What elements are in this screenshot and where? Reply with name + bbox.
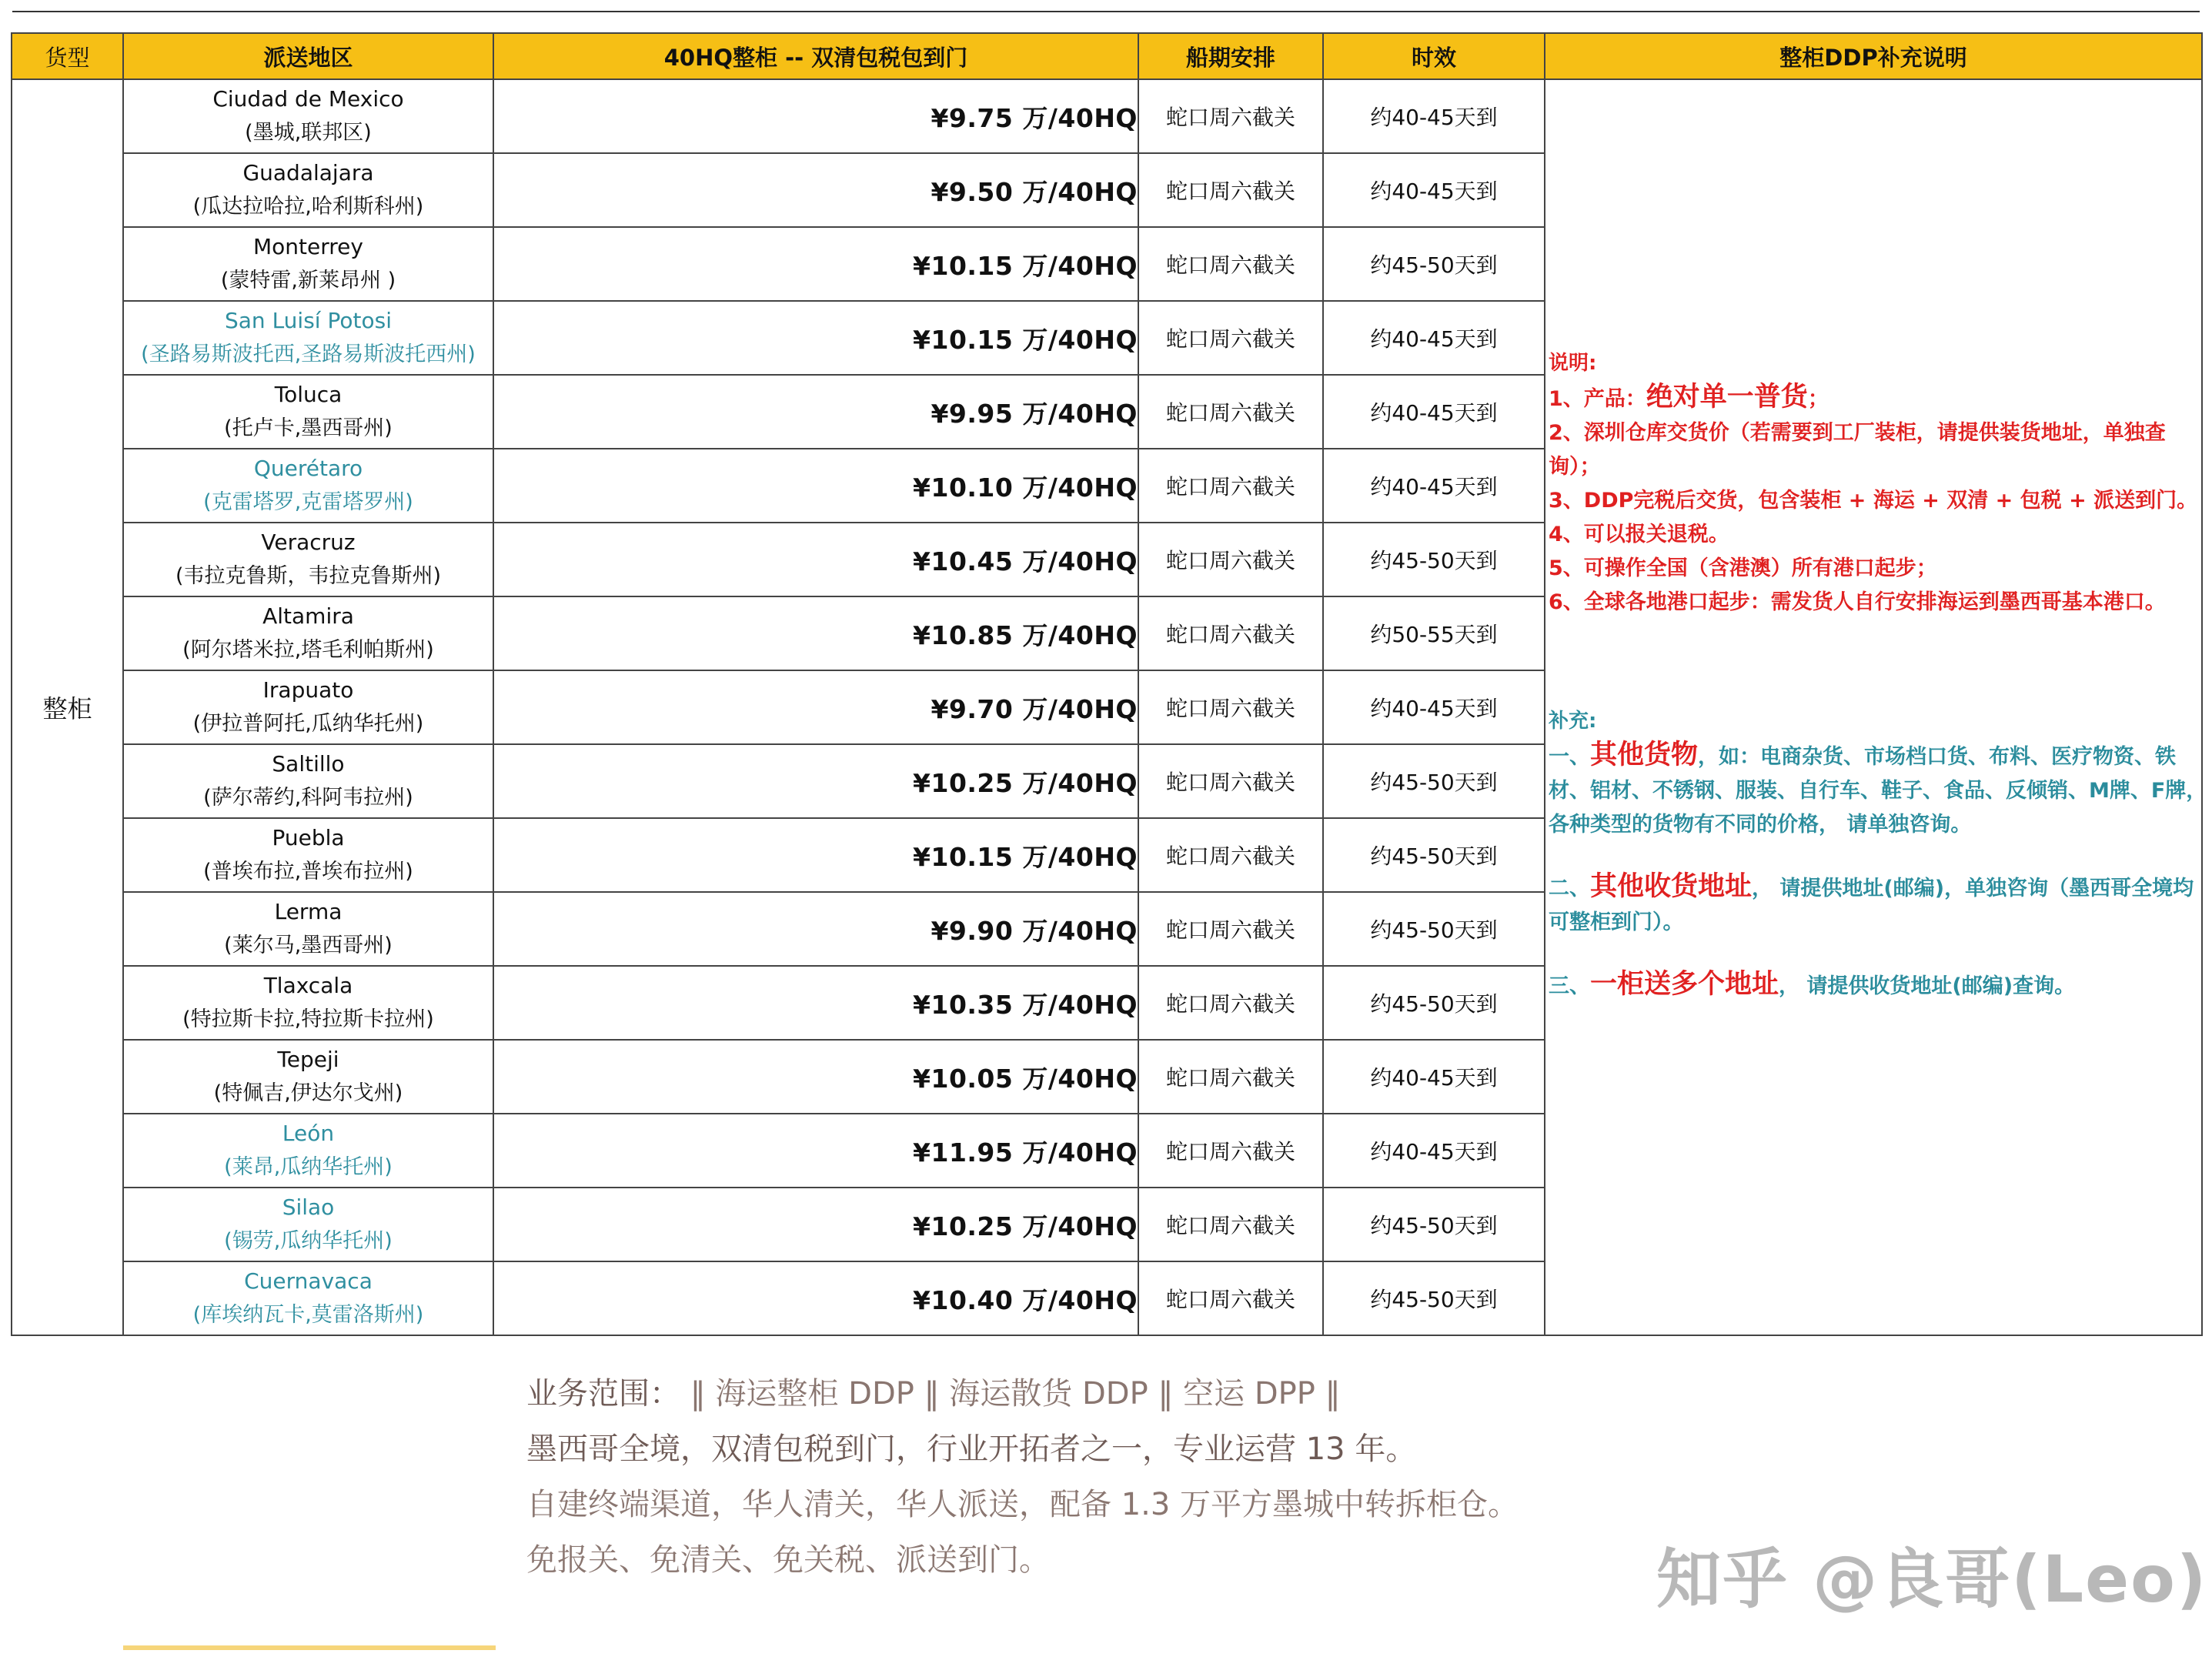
price-cell: ¥10.25 万/40HQ (493, 744, 1138, 818)
note-item-1 (1549, 380, 2210, 416)
price-cell: ¥10.15 万/40HQ (493, 227, 1138, 301)
region-cell (123, 301, 493, 375)
region-cell (123, 670, 493, 744)
cargo-type-cell: 整柜 (12, 79, 123, 1335)
transit-time-cell: 约45-50天到 (1323, 966, 1545, 1040)
region-name-cn: (库埃纳瓦卡,莫雷洛斯州) (192, 1303, 424, 1327)
shipping-rate-table (11, 32, 2207, 1336)
city-name: Irapuato (262, 677, 354, 703)
price-cell: ¥9.95 万/40HQ (493, 375, 1138, 449)
city-name: Silao (282, 1194, 335, 1220)
schedule-cell: 蛇口周六截关 (1138, 596, 1323, 670)
schedule-cell: 蛇口周六截关 (1138, 818, 1323, 892)
price-cell: ¥9.50 万/40HQ (493, 153, 1138, 227)
region-cell (123, 596, 493, 670)
schedule-cell: 蛇口周六截关 (1138, 670, 1323, 744)
price-cell: ¥10.15 万/40HQ (493, 301, 1138, 375)
region-name-cn: (克雷塔罗,克雷塔罗州) (203, 490, 413, 514)
table-header-row (12, 33, 2202, 79)
header-cargo-type: 货型 (12, 33, 123, 79)
header-price: 40HQ整柜 -- 双清包税包到门 (493, 33, 1138, 79)
region-name-cn: (锡劳,瓜纳华托州) (224, 1229, 393, 1253)
city-name: Puebla (272, 825, 345, 850)
city-name: Cuernavaca (244, 1268, 373, 1294)
zhihu-watermark: 知乎 @良哥(Leo) (1656, 1542, 2208, 1617)
supp-2-emphasis: 其他收货地址 (1590, 871, 1753, 902)
transit-time-cell: 约45-50天到 (1323, 1188, 1545, 1261)
region-name-cn: (伊拉普阿托,瓜纳华托州) (192, 712, 424, 736)
price-cell: ¥10.85 万/40HQ (493, 596, 1138, 670)
footer-line-3: 自建终端渠道，华人清关，华人派送，配备 1.3 万平方墨城中转拆柜仓。 (526, 1487, 1519, 1522)
schedule-cell: 蛇口周六截关 (1138, 1261, 1323, 1335)
price-cell: ¥9.70 万/40HQ (493, 670, 1138, 744)
region-cell (123, 1188, 493, 1261)
note-item-6: 6、全球各地港口起步：需发货人自行安排海运到墨西哥基本港口。 (1549, 590, 2166, 614)
supplement-item-3 (1549, 967, 2210, 1004)
region-name-cn: (墨城,联邦区) (245, 121, 372, 145)
business-scope-footer (526, 1366, 1519, 1588)
supp-2-prefix: 二、 (1549, 877, 1590, 900)
supp-3-emphasis: 一柜送多个地址 (1590, 969, 1779, 1000)
price-cell: ¥10.15 万/40HQ (493, 818, 1138, 892)
supp-2-text: ， 请提供地址(邮编)，单独咨询（墨西哥全境均可整柜到门）。 (1549, 877, 2194, 934)
region-cell (123, 227, 493, 301)
transit-time-cell: 约45-50天到 (1323, 1261, 1545, 1335)
region-name-cn: (特佩吉,伊达尔戈州) (213, 1081, 403, 1105)
region-name-cn: (莱昂,瓜纳华托州) (224, 1155, 393, 1179)
city-name: Altamira (262, 603, 354, 629)
transit-time-cell: 约40-45天到 (1323, 1040, 1545, 1114)
note-1-suffix: ； (1807, 387, 1829, 411)
transit-time-cell: 约45-50天到 (1323, 227, 1545, 301)
city-name: Tlaxcala (263, 973, 353, 998)
region-cell (123, 523, 493, 596)
region-cell (123, 1040, 493, 1114)
transit-time-cell: 约45-50天到 (1323, 744, 1545, 818)
price-cell: ¥9.75 万/40HQ (493, 79, 1138, 153)
schedule-cell: 蛇口周六截关 (1138, 744, 1323, 818)
schedule-cell: 蛇口周六截关 (1138, 523, 1323, 596)
region-cell (123, 818, 493, 892)
price-cell: ¥9.90 万/40HQ (493, 892, 1138, 966)
supplement-title: 补充: (1549, 710, 1597, 733)
price-cell: ¥11.95 万/40HQ (493, 1114, 1138, 1188)
price-cell: ¥10.35 万/40HQ (493, 966, 1138, 1040)
region-cell (123, 79, 493, 153)
region-cell (123, 966, 493, 1040)
region-name-cn: (特拉斯卡拉,特拉斯卡拉州) (182, 1007, 434, 1031)
schedule-cell: 蛇口周六截关 (1138, 892, 1323, 966)
city-name: Saltillo (272, 751, 345, 777)
city-name: San Luisí Potosi (225, 308, 392, 333)
price-cell: ¥10.25 万/40HQ (493, 1188, 1138, 1261)
transit-time-cell: 约45-50天到 (1323, 892, 1545, 966)
schedule-cell: 蛇口周六截关 (1138, 1114, 1323, 1188)
region-cell (123, 375, 493, 449)
note-item-5: 5、可操作全国（含港澳）所有港口起步； (1549, 556, 1937, 580)
top-rule (12, 11, 2200, 12)
price-cell: ¥10.10 万/40HQ (493, 449, 1138, 523)
note-1-emphasis: 绝对单一普货 (1646, 382, 1808, 413)
region-name-cn: (萨尔蒂约,科阿韦拉州) (203, 786, 413, 810)
notes-title: 说明: (1549, 352, 1597, 375)
region-cell (123, 1114, 493, 1188)
price-cell: ¥10.40 万/40HQ (493, 1261, 1138, 1335)
note-1-prefix: 1、产品： (1549, 387, 1646, 411)
transit-time-cell: 约40-45天到 (1323, 79, 1545, 153)
header-notes: 整柜DDP补充说明 (1545, 33, 2202, 79)
city-name: Guadalajara (242, 160, 374, 185)
transit-time-cell: 约40-45天到 (1323, 670, 1545, 744)
region-name-cn: (托卢卡,墨西哥州) (224, 416, 393, 440)
schedule-cell: 蛇口周六截关 (1138, 449, 1323, 523)
price-cell: ¥10.05 万/40HQ (493, 1040, 1138, 1114)
header-transit-time: 时效 (1323, 33, 1545, 79)
region-name-cn: (阿尔塔米拉,塔毛利帕斯州) (182, 638, 434, 662)
city-name: Ciudad de Mexico (212, 86, 404, 112)
transit-time-cell: 约45-50天到 (1323, 523, 1545, 596)
footer-line-2: 墨西哥全境，双清包税到门，行业开拓者之一，专业运营 13 年。 (526, 1432, 1417, 1467)
schedule-cell: 蛇口周六截关 (1138, 153, 1323, 227)
transit-time-cell: 约45-50天到 (1323, 818, 1545, 892)
supp-1-prefix: 一、 (1549, 745, 1590, 769)
ddp-notes-cell (1545, 79, 2207, 1335)
city-name: Monterrey (253, 234, 363, 259)
table-row (12, 79, 2202, 153)
schedule-cell: 蛇口周六截关 (1138, 301, 1323, 375)
region-name-cn: (瓜达拉哈拉,哈利斯科州) (192, 195, 424, 219)
header-delivery-region: 派送地区 (123, 33, 493, 79)
schedule-cell: 蛇口周六截关 (1138, 79, 1323, 153)
city-name: Tepeji (277, 1047, 339, 1072)
transit-time-cell: 约40-45天到 (1323, 449, 1545, 523)
bottom-decor-strip (123, 1645, 496, 1650)
transit-time-cell: 约40-45天到 (1323, 153, 1545, 227)
region-name-cn: (圣路易斯波托西,圣路易斯波托西州) (141, 342, 476, 366)
supp-3-prefix: 三、 (1549, 974, 1590, 998)
supp-1-text: ，如：电商杂货、市场档口货、布料、医疗物资、铁材、铝材、不锈钢、服装、自行车、鞋子、食品、反倾销、M牌、F牌，各种类型的货物有不同的价格， 请单独咨询。 (1549, 745, 2207, 837)
schedule-cell: 蛇口周六截关 (1138, 1040, 1323, 1114)
notes-block (1549, 346, 2210, 1004)
schedule-cell: 蛇口周六截关 (1138, 375, 1323, 449)
price-cell: ¥10.45 万/40HQ (493, 523, 1138, 596)
header-schedule: 船期安排 (1138, 33, 1323, 79)
supplement-item-2 (1549, 870, 2210, 940)
schedule-cell: 蛇口周六截关 (1138, 227, 1323, 301)
region-name-cn: (普埃布拉,普埃布拉州) (203, 860, 413, 884)
city-name: Toluca (274, 382, 342, 407)
schedule-cell: 蛇口周六截关 (1138, 1188, 1323, 1261)
city-name: Querétaro (253, 456, 363, 481)
region-cell (123, 153, 493, 227)
region-cell (123, 892, 493, 966)
region-name-cn: (莱尔马,墨西哥州) (224, 934, 393, 957)
footer-line-1 (526, 1366, 1519, 1421)
footer-line-4: 免报关、免清关、免关税、派送到门。 (526, 1542, 1050, 1578)
region-cell (123, 744, 493, 818)
region-name-cn: (韦拉克鲁斯，韦拉克鲁斯州) (175, 564, 442, 588)
transit-time-cell: 约50-55天到 (1323, 596, 1545, 670)
supp-1-emphasis: 其他货物 (1590, 740, 1699, 770)
footer-scope-label: 业务范围： (526, 1376, 680, 1411)
region-cell (123, 449, 493, 523)
region-name-cn: (蒙特雷,新莱昂州 ) (220, 269, 396, 292)
supp-3-text: ， 请提供收货地址(邮编)查询。 (1779, 974, 2076, 998)
transit-time-cell: 约40-45天到 (1323, 1114, 1545, 1188)
city-name: León (282, 1121, 335, 1146)
footer-scope-services: ‖ 海运整柜 DDP ‖ 海运散货 DDP ‖ 空运 DPP ‖ (680, 1376, 1341, 1411)
transit-time-cell: 约40-45天到 (1323, 375, 1545, 449)
city-name: Lerma (274, 899, 342, 924)
city-name: Veracruz (261, 530, 356, 555)
note-item-4: 4、可以报关退税。 (1549, 523, 1729, 546)
supplement-item-1 (1549, 738, 2210, 842)
region-cell (123, 1261, 493, 1335)
note-item-2: 2、深圳仓库交货价（若需要到工厂装柜，请提供装货地址，单独查询）； (1549, 421, 2166, 479)
transit-time-cell: 约40-45天到 (1323, 301, 1545, 375)
note-item-3: 3、DDP完税后交货，包含装柜 + 海运 + 双清 + 包税 + 派送到门。 (1549, 489, 2198, 513)
schedule-cell: 蛇口周六截关 (1138, 966, 1323, 1040)
